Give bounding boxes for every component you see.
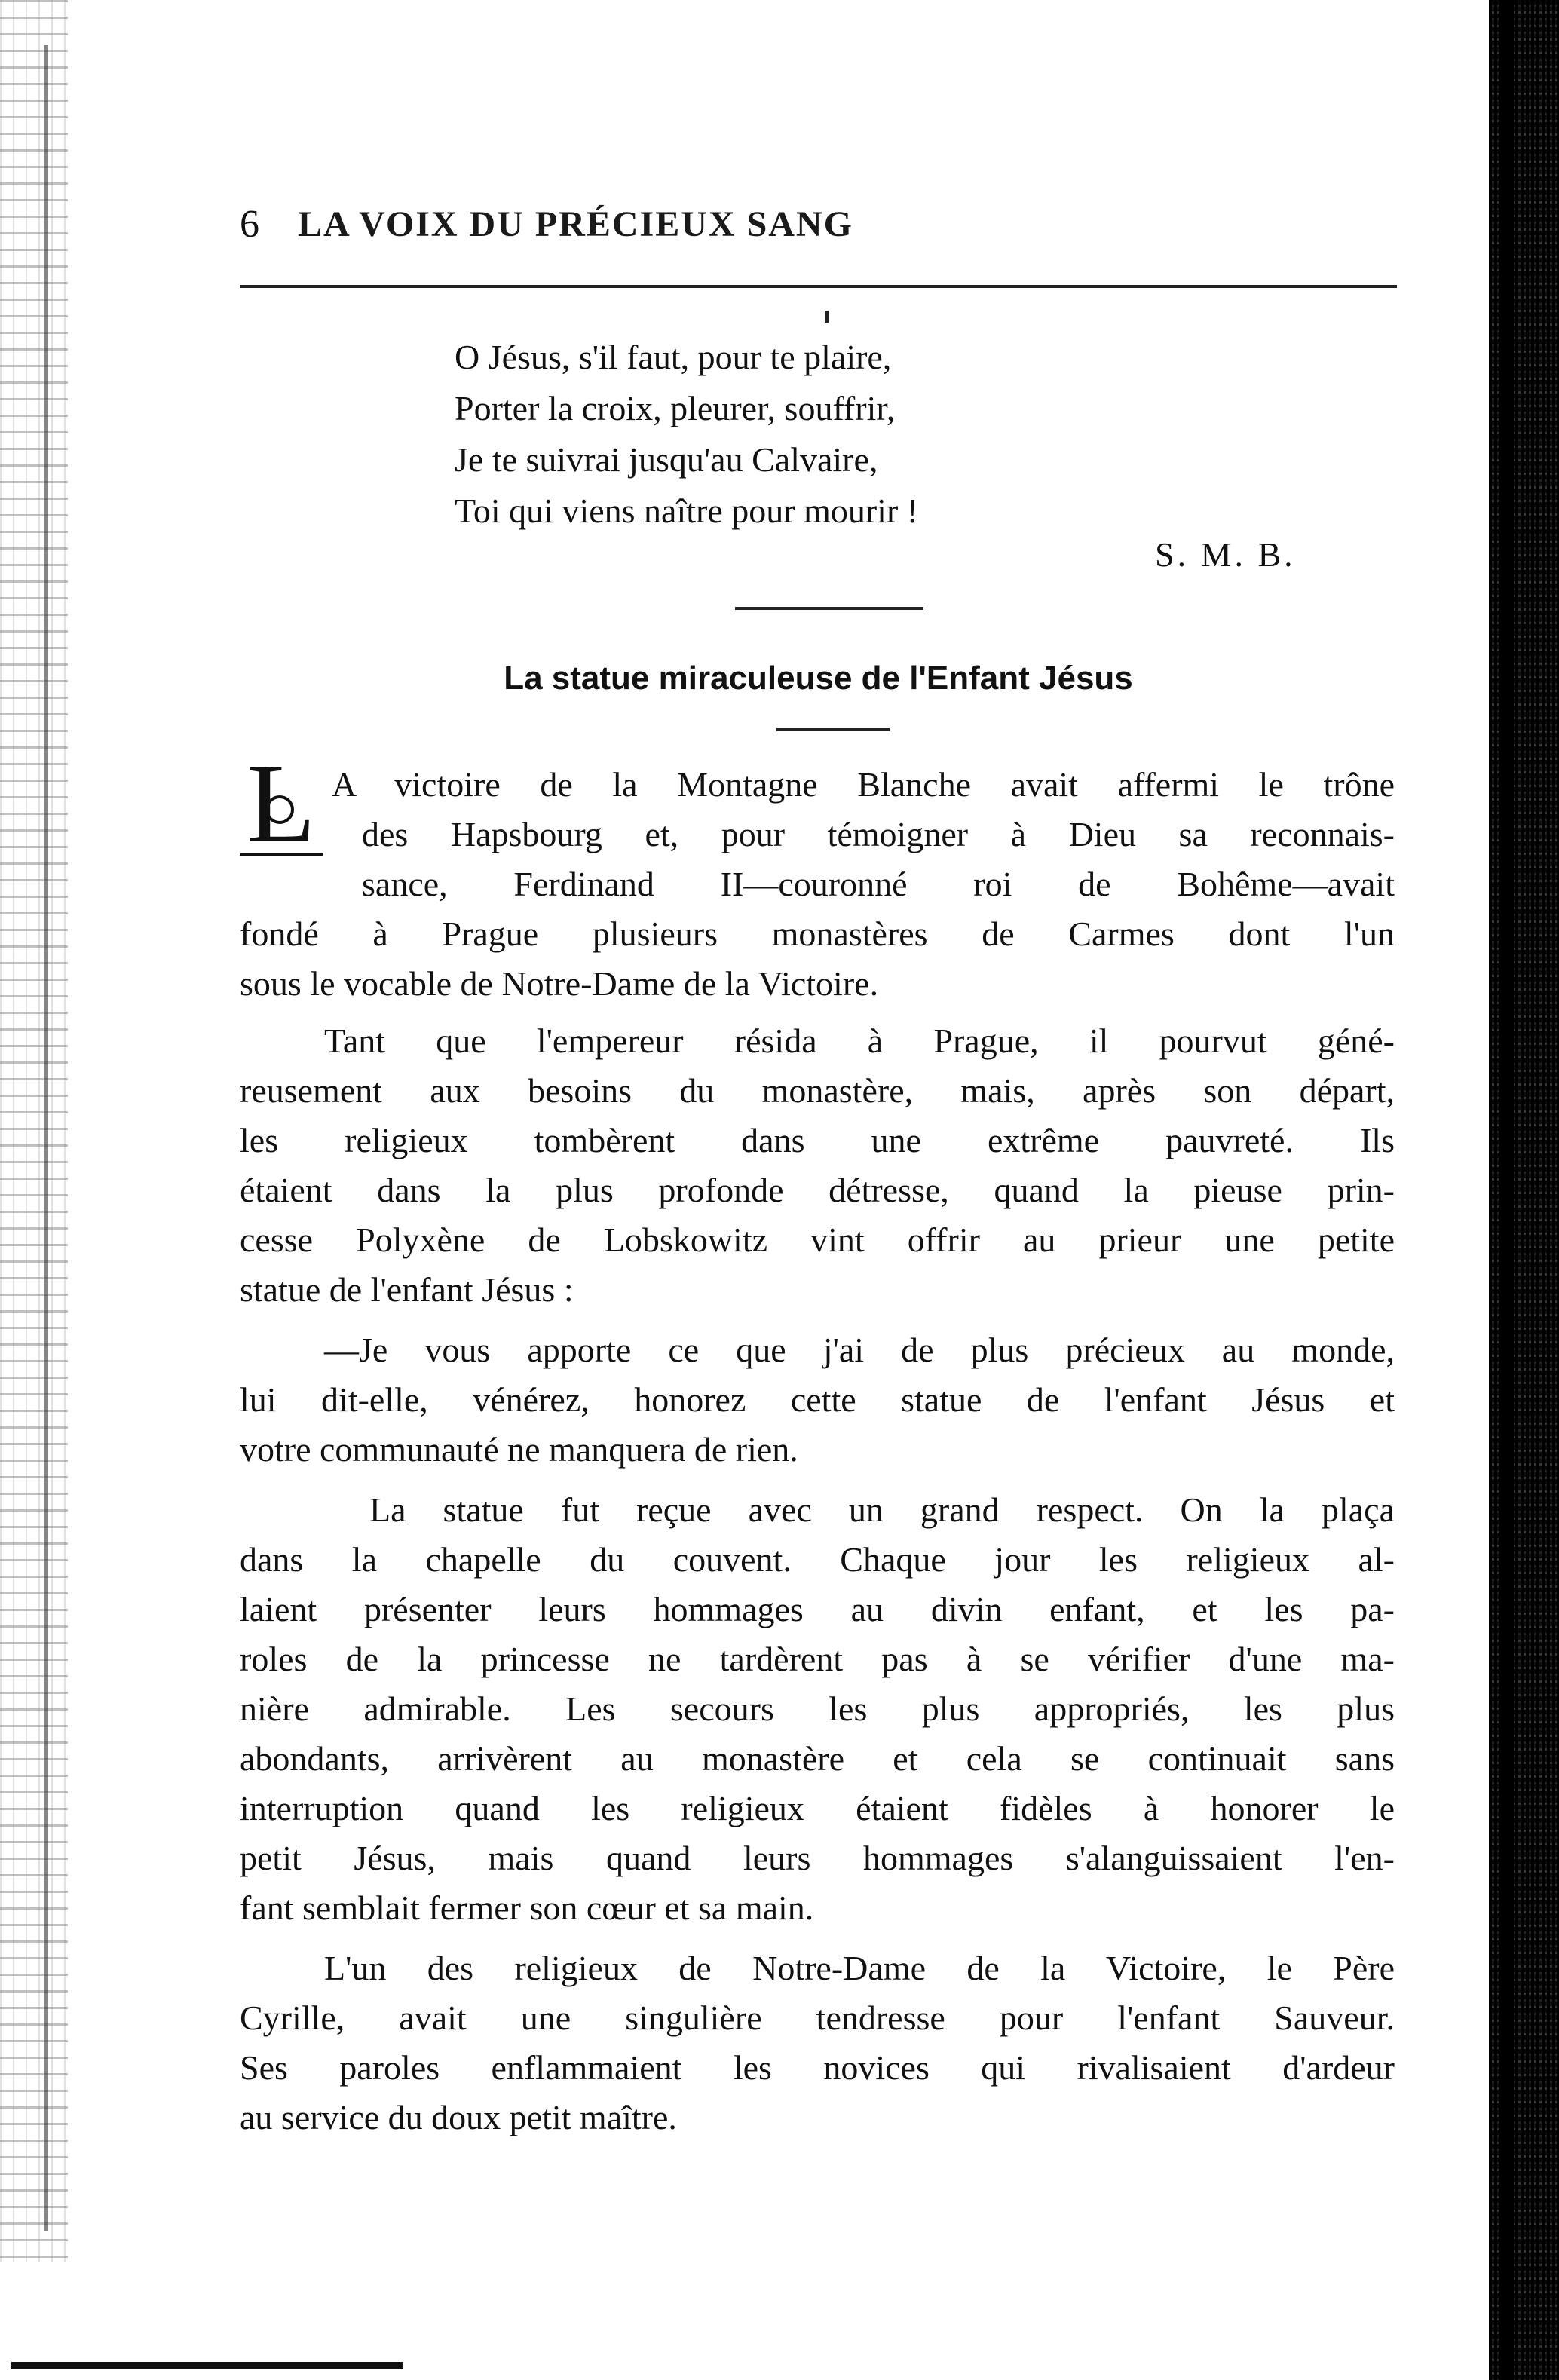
body-line: fondé à Prague plusieurs monastères de Carmes dont l'un (240, 914, 1395, 953)
body-line: sous le vocable de Notre-Dame de la Victoire. (240, 964, 879, 1003)
body-line: reusement aux besoins du monastère, mais, après son départ, (240, 1071, 1395, 1110)
body-line: Ses paroles enflammaient les novices qui rivalisaient d'ardeur (240, 2048, 1395, 2087)
body-line: nière admirable. Les secours les plus appropriés, les plus (240, 1689, 1395, 1728)
poem-signature: S. M. B. (1155, 535, 1296, 574)
scan-edge-right (1489, 0, 1559, 2380)
body-line: La statue fut reçue avec un grand respect. On la plaça (369, 1490, 1395, 1529)
body-line: les religieux tombèrent dans une extrême pauvreté. Ils (240, 1121, 1395, 1159)
body-line: lui dit-elle, vénérez, honorez cette statue de l'enfant Jésus et (240, 1380, 1395, 1419)
scan-edge-left-line (44, 45, 48, 2231)
drop-cap-ornament (265, 795, 294, 824)
poem-line: O Jésus, s'il faut, pour te plaire, (455, 338, 892, 376)
body-line: abondants, arrivèrent au monastère et cela se continuait sans (240, 1739, 1395, 1778)
rule-tick (825, 311, 829, 323)
poem-line: Toi qui viens naître pour mourir ! (455, 492, 919, 530)
scan-bottom-line (11, 2362, 403, 2369)
body-line: statue de l'enfant Jésus : (240, 1270, 574, 1309)
scan-edge-left (0, 0, 68, 2262)
article-title: La statue miraculeuse de l'Enfant Jésus (504, 660, 1133, 697)
body-line: A victoire de la Montagne Blanche avait affermi le trône (332, 765, 1395, 804)
body-line: sance, Ferdinand II—couronné roi de Bohême—avait (362, 865, 1395, 903)
poem-line: Porter la croix, pleurer, souffrir, (455, 389, 896, 427)
poem (455, 332, 918, 537)
body-line: —Je vous apporte ce que j'ai de plus précieux au monde, (324, 1331, 1395, 1369)
header-rule (240, 285, 1397, 288)
page-number: 6 (240, 203, 259, 246)
body-line: Cyrille, avait une singulière tendresse pour l'enfant Sauveur. (240, 1999, 1395, 2037)
section-divider (735, 607, 923, 610)
body-line: L'un des religieux de Notre-Dame de la Victoire, le Père (324, 1949, 1395, 1987)
body-line: petit Jésus, mais quand leurs hommages s'alanguissaient l'en- (240, 1839, 1395, 1877)
body-line: roles de la princesse ne tardèrent pas à se vérifier d'une ma- (240, 1640, 1395, 1678)
title-divider (776, 728, 890, 731)
body-line: interruption quand les religieux étaient fidèles à honorer le (240, 1789, 1395, 1827)
body-line: étaient dans la plus profonde détresse, quand la pieuse prin- (240, 1171, 1395, 1209)
body-line: dans la chapelle du couvent. Chaque jour les religieux al- (240, 1540, 1395, 1579)
body-line: cesse Polyxène de Lobskowitz vint offrir au prieur une petite (240, 1221, 1395, 1259)
body-line: Tant que l'empereur résida à Prague, il pourvut géné- (324, 1022, 1395, 1060)
scan-edge-right-bar (1500, 0, 1514, 2380)
running-title: LA VOIX DU PRÉCIEUX SANG (298, 204, 853, 244)
poem-line: Je te suivrai jusqu'au Calvaire, (455, 440, 878, 479)
body-line: au service du doux petit maître. (240, 2098, 677, 2136)
drop-cap: L (240, 754, 323, 856)
body-line: des Hapsbourg et, pour témoigner à Dieu sa reconnais- (362, 815, 1395, 853)
body-line: fant semblait fermer son cœur et sa main. (240, 1888, 814, 1927)
body-line: votre communauté ne manquera de rien. (240, 1430, 798, 1469)
body-line: laient présenter leurs hommages au divin enfant, et les pa- (240, 1590, 1395, 1628)
